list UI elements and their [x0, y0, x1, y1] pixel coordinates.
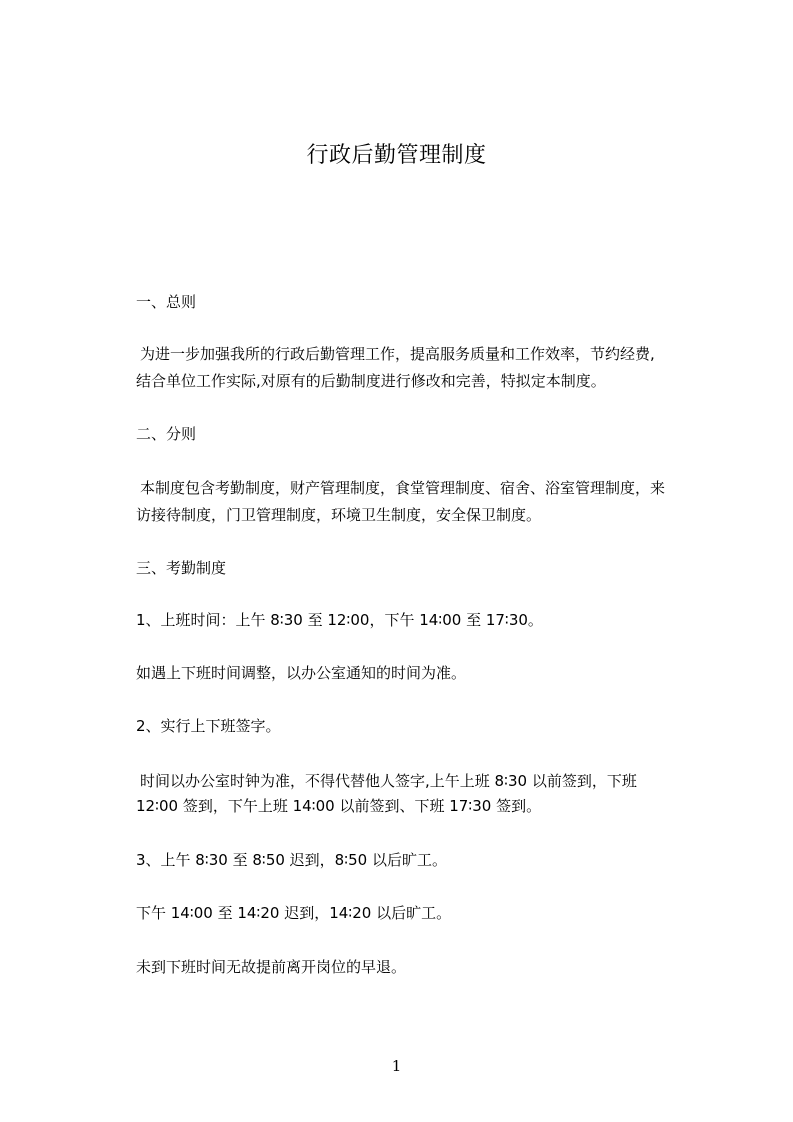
attendance-item-1-note: 如遇上下班时间调整，以办公室通知的时间为准。 — [136, 664, 467, 682]
section-heading-attendance: 三、考勤制度 — [136, 559, 227, 577]
document-title: 行政后勤管理制度 — [306, 143, 487, 168]
attendance-item-1: 1、上班时间：上午 8∶30 至 12∶00，下午 14∶00 至 17∶30。 — [136, 611, 543, 629]
attendance-item-2: 2、实行上下班签字。 — [136, 717, 281, 735]
paragraph-sub-line-2: 访接待制度，门卫管理制度，环境卫生制度，安全保卫制度。 — [136, 506, 542, 524]
attendance-item-3: 3、上午 8∶30 至 8∶50 迟到，8∶50 以后旷工。 — [136, 851, 447, 869]
attendance-item-2-paragraph-line-1: 时间以办公室时钟为准，不得代替他人签字,上午上班 8∶30 以前签到，下班 — [140, 772, 637, 790]
attendance-item-2-paragraph-line-2: 12∶00 签到，下午上班 14∶00 以前签到、下班 17∶30 签到。 — [136, 797, 542, 815]
section-heading-general: 一、总则 — [136, 293, 197, 311]
attendance-item-3-early-leave: 未到下班时间无故提前离开岗位的早退。 — [136, 958, 407, 976]
paragraph-sub-line-1: 本制度包含考勤制度，财产管理制度，食堂管理制度、宿舍、浴室管理制度，来 — [140, 479, 666, 497]
section-heading-sub: 二、分则 — [136, 425, 197, 443]
page-number: 1 — [391, 1057, 402, 1075]
attendance-item-3-afternoon: 下午 14∶00 至 14∶20 迟到，14∶20 以后旷工。 — [136, 904, 452, 922]
paragraph-general-line-2: 结合单位工作实际,对原有的后勤制度进行修改和完善，特拟定本制度。 — [136, 372, 606, 390]
paragraph-general-line-1: 为进一步加强我所的行政后勤管理工作，提高服务质量和工作效率，节约经费, — [140, 345, 655, 363]
